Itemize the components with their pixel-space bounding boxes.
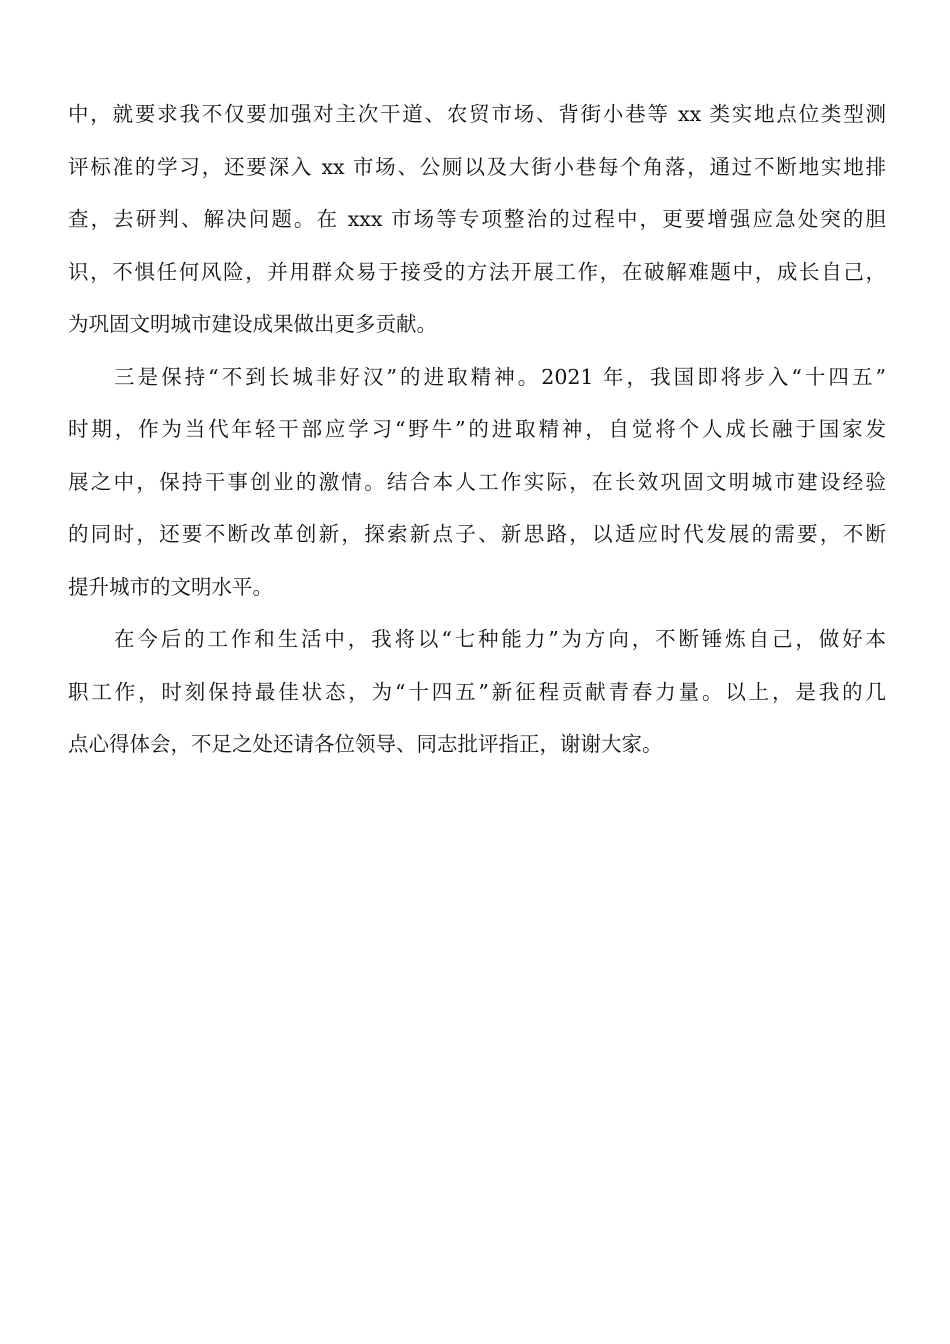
text-line: 评标准的学习，还要深入 xx 市场、公厕以及大街小巷每个角落，通过不断地实地排 — [68, 154, 886, 179]
text-line: 在今后的工作和生活中，我将以“七种能力”为方向，不断锤炼自己，做好本 — [114, 627, 886, 651]
text-line: 点心得体会，不足之处还请各位领导、同志批评指正，谢谢大家。 — [68, 732, 663, 756]
text-line: 的同时，还要不断改革创新，探索新点子、新思路，以适应时代发展的需要，不断 — [68, 522, 886, 546]
paragraph-3 — [68, 613, 886, 771]
text-line: 时期，作为当代年轻干部应学习“野牛”的进取精神，自觉将个人成长融于国家发 — [68, 417, 886, 441]
text-line: 职工作，时刻保持最佳状态，为“十四五”新征程贡献青春力量。以上，是我的几 — [68, 679, 886, 704]
text-line: 展之中，保持干事创业的激情。结合本人工作实际，在长效巩固文明城市建设经验 — [68, 469, 886, 494]
text-line: 查，去研判、解决问题。在 xxx 市场等专项整治的过程中，更要增强应急处突的胆 — [68, 207, 886, 231]
text-line: 为巩固文明城市建设成果做出更多贡献。 — [68, 312, 437, 336]
paragraph-1 — [68, 88, 886, 351]
document-body — [68, 88, 886, 771]
paragraph-2 — [68, 351, 886, 614]
text-line: 中，就要求我不仅要加强对主次干道、农贸市场、背街小巷等 xx 类实地点位类型测 — [68, 102, 886, 126]
text-line: 三是保持“不到长城非好汉”的进取精神。2021 年，我国即将步入“十四五” — [114, 364, 886, 389]
text-line: 识，不惧任何风险，并用群众易于接受的方法开展工作，在破解难题中，成长自己， — [68, 259, 886, 284]
text-line: 提升城市的文明水平。 — [68, 574, 273, 599]
